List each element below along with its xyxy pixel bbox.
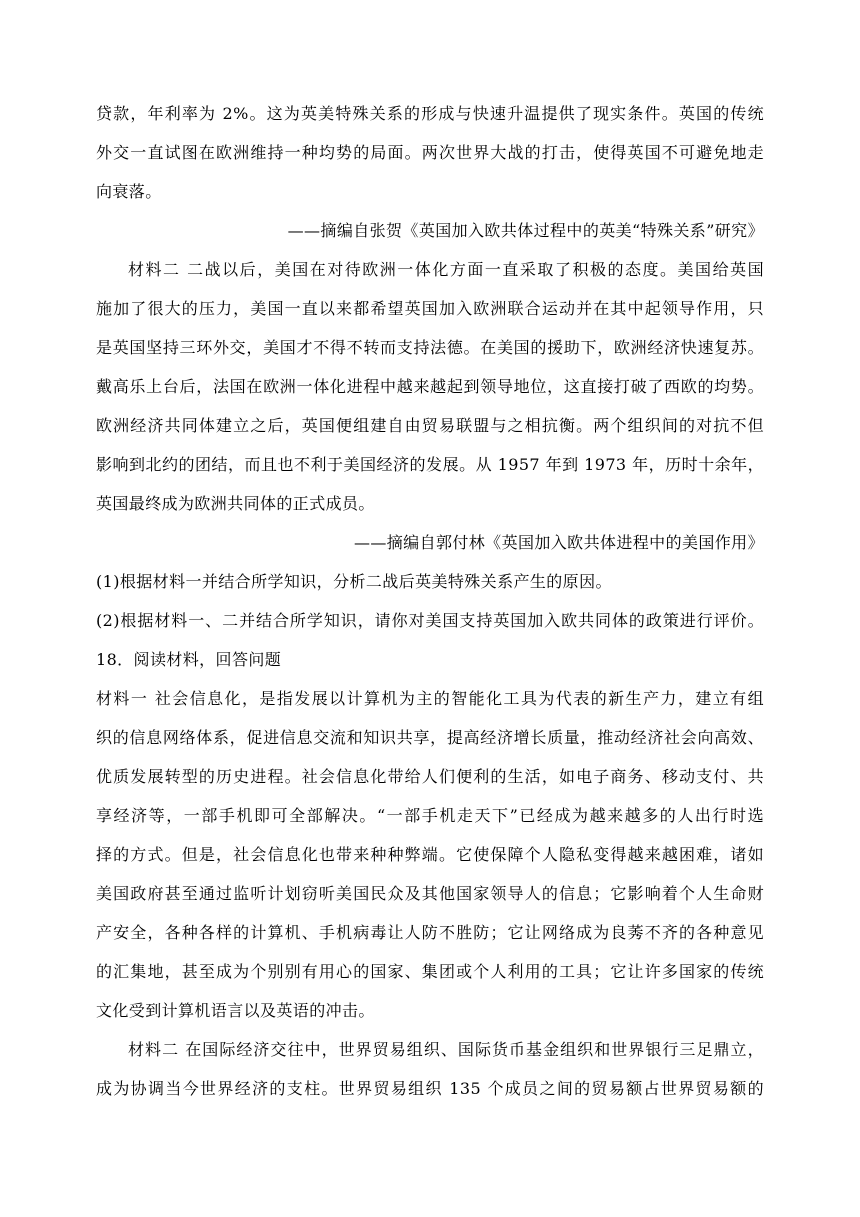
material-heading-line: 材料一 社会信息化，是指发展以计算机为主的智能化工具为代表的新生产力，建立有组 (96, 689, 764, 708)
paragraph-line: 是英国坚持三环外交，美国才不得不转而支持法德。在美国的援助下，欧洲经济快速复苏。 (96, 338, 764, 357)
paragraph-line: 施加了很大的压力，美国一直以来都希望英国加入欧洲联合运动并在其中起领导作用，只 (96, 299, 764, 318)
material-heading-line: 材料二 二战以后，美国在对待欧洲一体化方面一直采取了积极的态度。美国给英国 (128, 260, 764, 279)
paragraph-line: 享经济等，一部手机即可全部解决。“一部手机走天下”已经成为越来越多的人出行时选 (96, 806, 764, 825)
paragraph-line: 欧洲经济共同体建立之后，英国便组建自由贸易联盟与之相抗衡。两个组织间的对抗不但 (96, 416, 764, 435)
paragraph-line: 择的方式。但是，社会信息化也带来种种弊端。它使保障个人隐私变得越来越困难，诸如 (96, 845, 764, 864)
paragraph-line: 英国最终成为欧洲共同体的正式成员。 (96, 494, 375, 513)
paragraph-line: 向衰落。 (96, 182, 162, 201)
source-citation: ——摘编自郭付林《英国加入欧共体进程中的美国作用》 (353, 533, 764, 552)
paragraph-line: 织的信息网络体系，促进信息交流和知识共享，提高经济增长质量，推动经济社会向高效、 (96, 728, 764, 747)
question-heading: 18．阅读材料，回答问题 (96, 650, 282, 669)
paragraph-line: 影响到北约的团结，而且也不利于美国经济的发展。从 1957 年到 1973 年，历时十余年， (96, 455, 764, 474)
question-item: (2)根据材料一、二并结合所学知识，请你对美国支持英国加入欧共同体的政策进行评价。 (96, 611, 764, 630)
paragraph-line: 的汇集地，甚至成为个别别有用心的国家、集团或个人利用的工具；它让许多国家的传统 (96, 962, 764, 981)
paragraph-line: 产安全，各种各样的计算机、手机病毒让人防不胜防；它让网络成为良莠不齐的各种意见 (96, 923, 764, 942)
question-item: (1)根据材料一并结合所学知识，分析二战后英美特殊关系产生的原因。 (96, 572, 612, 591)
source-citation: ——摘编自张贺《英国加入欧共体过程中的英美“特殊关系”研究》 (287, 221, 764, 240)
material-heading-line: 材料二 在国际经济交往中，世界贸易组织、国际货币基金组织和世界银行三足鼎立， (128, 1040, 764, 1059)
paragraph-line: 戴高乐上台后，法国在欧洲一体化进程中越来越起到领导地位，这直接打破了西欧的均势。 (96, 377, 764, 396)
paragraph-line: 优质发展转型的历史进程。社会信息化带给人们便利的生活，如电子商务、移动支付、共 (96, 767, 764, 786)
paragraph-line: 美国政府甚至通过监听计划窃听美国民众及其他国家领导人的信息；它影响着个人生命财 (96, 884, 764, 903)
paragraph-line: 文化受到计算机语言以及英语的冲击。 (96, 1001, 375, 1020)
paragraph-line: 成为协调当今世界经济的支柱。世界贸易组织 135 个成员之间的贸易额占世界贸易额的 (96, 1079, 764, 1098)
paragraph-line: 贷款，年利率为 2%。这为英美特殊关系的形成与快速升温提供了现实条件。英国的传统 (96, 104, 764, 123)
paragraph-line: 外交一直试图在欧洲维持一种均势的局面。两次世界大战的打击，使得英国不可避免地走 (96, 143, 764, 162)
